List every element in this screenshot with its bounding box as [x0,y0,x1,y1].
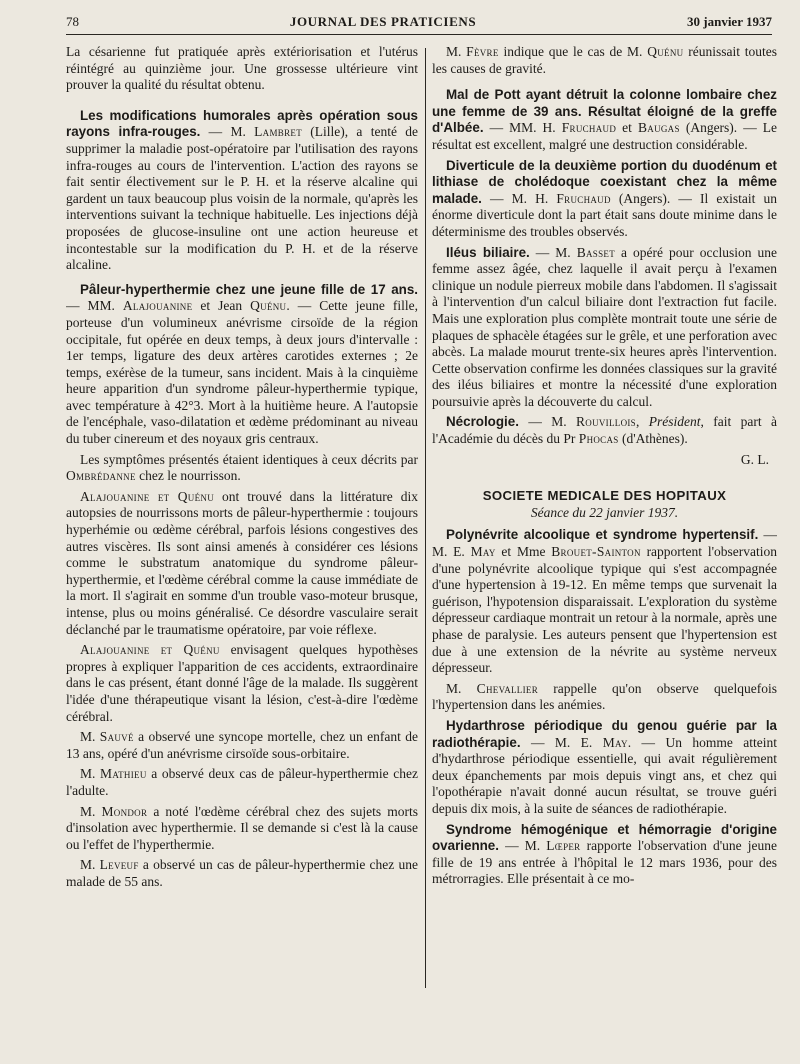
header-rule [66,34,772,35]
paragraph: M. Sauvé a observé une syncope mortelle, chez un enfant de 13 ans, opéré d'un anévrisme cirsoïde sous-orbitaire. [66,729,418,761]
author-name: Chevallier [476,680,539,696]
paragraph: Alajouanine et Quénu envisagent quelques hypothèses propres à expliquer l'apparition de ces accidents, extraordinaire dans le cas présent, étant donné l'âge de la malade. Ils suggèrent l'idée d'une thérapeutique visant la lésion, c'est-à-dire l'œdème cérébral. [66,642,418,724]
article-syndrome-hemogenique: Syndrome hémogénique et hémorragie d'origine ovarienne. — M. Lœper rapporte l'observation d'une jeune fille de 19 ans entrée à l'hôpital le 12 mars 1936, pour des métrorragies. Elle présentait à ce mo- [432,821,777,887]
author-name: Rouvillois [575,414,636,430]
article-heading: Hydarthrose périodique du genou guérie par la radiothérapie. [432,717,777,750]
paragraph: Alajouanine et Quénu ont trouvé dans la littérature dix autopsies de nourrissons morts de pâleur-hyperthermie : toujours hyperhémie ou œdème cérébral, parfois lésions congestives des autres viscères. Ils sont ainsi amenés à considérer ces lésions comme le substratum anatomique du syndrome pâleur-hyperthermie, et l'œdème cérébral comme la cause immédiate de la mort. Il s'agirait en somme d'un trouble vaso-moteur brusque, intense, plus ou moins généralisé. Ce désordre vasculaire serait déclanché par le traumatisme opératoire, par voie réflexe. [66,488,418,637]
article-necrologie: Nécrologie. — M. Rouvillois, Président, fait part à l'Académie du décès du Pr Phocas (d'Athènes). [432,414,777,447]
article-heading: Les modifications humorales après opération sous rayons infra-rouges. [66,107,418,140]
article-modifications-humorales: Les modifications humorales après opération sous rayons infra-rouges. — M. Lambret (Lille), a tenté de supprimer la maladie post-opératoire par l'utilisation des rayons infra-rouges au cours de l'intervention. L'action des rayons se fait sentir électivement sur le P. H. et la réserve alcaline qui gardent un taux beaucoup plus voisin de la normale, qu'après les interventions suivant la technique habituelle. Les injections déjà proposées de glucose-insuline ont une action heureuse et incontestable sur la modification du P. H. et de la réserve alcaline. [66,107,418,273]
article-hydarthrose: Hydarthrose périodique du genou guérie par la radiothérapie. — M. E. May. — Un homme atteint d'hydarthrose périodique essentielle, qui avait régulièrement deux épanchements par mois depuis vingt ans, et chez qui l'opothérapie n'avait donné aucun résultat, se trouve guéri depuis dix mois, à la suite de séances de radiothérapie. [432,717,777,816]
article-heading: Mal de Pott ayant détruit la colonne lombaire chez une femme de 39 ans. Résultat éloigné de la greffe d'Albée. [432,87,777,136]
author-name: Quénu [250,298,287,314]
author-name: Lœper [546,838,581,854]
paragraph: M. Mathieu a observé deux cas de pâleur-hyperthermie chez l'adulte. [66,766,418,798]
article-polynevrite: Polynévrite alcoolique et syndrome hypertensif. — M. E. May et Mme Brouet-Sainton rapportent l'observation d'une polynévrite alcoolique typique qui s'est accompagnée d'une hypertension à 19-12. En même temps que survenait la guérison, l'hypotension disparaissait. L'exploration du système dépresseur cardiaque montrait un retour à la normale, après une phase de paralysie. Les auteurs pensent que l'hypertension est due à une extension de la névrite au système nerveux dépresseur. [432,527,777,676]
author-name: May [602,734,628,750]
author-name: Alajouanine [122,298,193,314]
author-name: Sauvé [99,729,134,745]
author-name: Ombrédanne [66,468,136,484]
article-heading: Pâleur-hyperthermie chez une jeune fille de 17 ans. [80,281,418,297]
author-name: Lambret [254,124,302,140]
paragraph: M. Mondor a noté l'œdème cérébral chez des sujets morts d'insolation avec hyperthermie. Il se demande si c'est là la cause ou l'effet de l'hyperthermie. [66,803,418,852]
paragraph: M. Chevallier rappelle qu'on observe quelquefois l'hypertension dans les anémies. [432,680,777,713]
author-name: Alajouanine et Quénu [80,488,214,504]
right-column [432,44,777,1024]
paragraph: M. Fèvre indique que le cas de M. Quénu réunissait toutes les causes de gravité. [432,44,777,76]
author-name: Quénu [647,44,684,59]
column-separator [425,48,426,988]
paragraph: Les symptômes présentés étaient identiques à ceux décrits par Ombrédanne chez le nourrisson. [66,451,418,484]
article-heading: Diverticule de la deuxième portion du duodénum et lithiase de cholédoque coexistant chez la même malade. [432,157,777,206]
author-name: Phocas [578,431,619,447]
journal-title: JOURNAL DES PRATICIENS [289,14,477,29]
article-paleur-hyperthermie: Pâleur-hyperthermie chez une jeune fille de 17 ans. — MM. Alajouanine et Jean Quénu. — Cette jeune fille, porteuse d'un volumineux anévrisme cirsoïde de la région occipitale, fut opérée en deux temps, à deux jours d'intervalle : 1er temps, ligature des deux artères carotides externes ; 2e temps, exérèse de la tumeur, sans incident. Mais à la cinquième heure apparition d'un syndrome pâleur-hyperthermie typique, avec température à 42°3. Mort à la huitième heure. A l'autopsie de l'encéphale, vaso-dilatation et œdème prédominant au niveau du tuber cinereum et des noyaux gris centraux. [66,281,418,447]
issue-date: 30 janvier 1937 [687,14,772,29]
author-name: Baugas [637,120,680,136]
author-name: Mathieu [100,766,147,782]
article-mal-de-pott: Mal de Pott ayant détruit la colonne lombaire chez une femme de 39 ans. Résultat éloigné de la greffe d'Albée. — MM. H. Fruchaud et Baugas (Angers). — Le résultat est excellent, malgré une destruction considérable. [432,87,777,152]
article-heading: Syndrome hémogénique et hémorragie d'origine ovarienne. [432,821,777,854]
paragraph: M. Leveuf a observé un cas de pâleur-hyperthermie chez une malade de 55 ans. [66,857,418,889]
left-column [66,44,418,1024]
author-name: Fruchaud [561,120,617,136]
author-name: Mondor [101,803,148,819]
article-heading: Iléus biliaire. [446,244,530,260]
running-header [66,14,772,36]
article-heading: Polynévrite alcoolique et syndrome hypertensif. [446,527,759,543]
author-role: Président [648,414,701,430]
society-title: SOCIETE MEDICALE DES HOPITAUX [482,488,727,504]
author-name: Basset [576,244,615,260]
author-name: Alajouanine et Quénu [80,642,220,658]
author-name: Fruchaud [556,190,611,206]
author-name: Leveuf [99,857,139,873]
paragraph: La césarienne fut pratiquée après extériorisation et l'utérus réintégré au quinzième jour. Une grossesse ultérieure vint prouver la qualité du résultat obtenu. [66,44,418,93]
author-name: May [470,544,496,560]
author-name: Brouet-Sainton [551,544,641,560]
society-session: Séance du 22 janvier 1937. [530,504,679,520]
article-diverticule: Diverticule de la deuxième portion du duodénum et lithiase de cholédoque coexistant chez la même malade. — M. H. Fruchaud (Angers). — Il existait un énorme diverticule dont la part était sans doute minime dans le déterminisme des troubles observés. [432,157,777,239]
page-number: 78 [66,14,79,29]
author-name: Fèvre [466,44,499,59]
article-ileus-biliaire: Iléus biliaire. — M. Basset a opéré pour occlusion une femme assez âgée, chez laquelle il avait perçu à l'examen clinique un nodule pierreux mobile dans l'abdomen. Il s'agissait à l'intervention d'un calcul biliaire dont l'extraction fut facile. Mais une exploration plus complète montrait toute une série de plaques de sphacèle étagées sur le grêle, et une perforation avec abcès. La malade mourut trente-six heures après l'intervention. Cette observation confirme les données classiques sur la gravité des iléus biliaires et montre la nécessité d'une exploration poursuivie après la découverte du calcul. [432,244,777,409]
article-heading: Nécrologie. [446,414,519,430]
signature: G. L. [740,451,769,467]
